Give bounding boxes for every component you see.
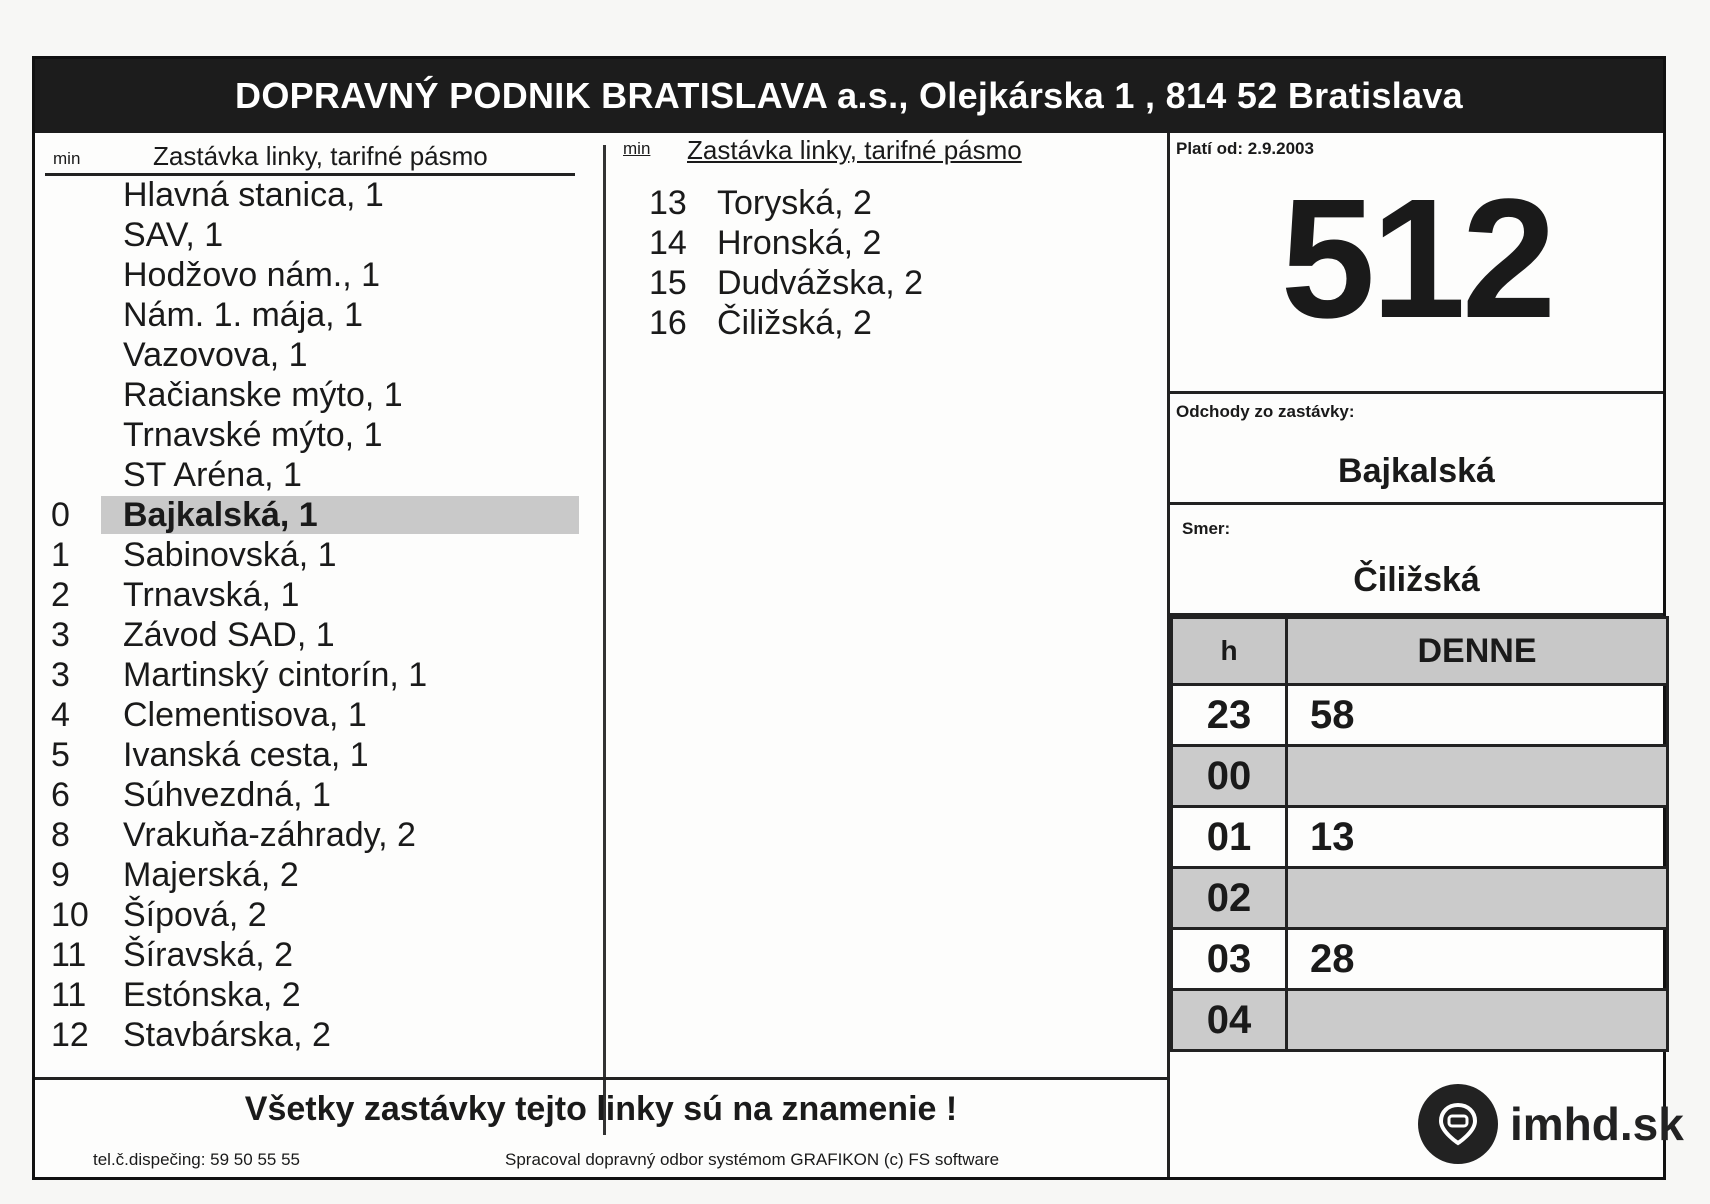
direction-box	[1170, 505, 1663, 616]
table-row	[1172, 868, 1668, 929]
stop-item	[607, 263, 1167, 303]
day-header: DENNE	[1287, 618, 1668, 685]
table-row	[1172, 746, 1668, 807]
min-label: min	[623, 139, 651, 158]
stop-name: Trnavské mýto, 1	[123, 416, 383, 454]
stop-item	[35, 255, 605, 295]
valid-from-label: Platí od: 2.9.2003	[1176, 139, 1314, 158]
stop-name: Estónska, 2	[123, 976, 301, 1014]
stop-item	[35, 295, 605, 335]
stop-name: Nám. 1. mája, 1	[123, 296, 363, 334]
stop-name: Závod SAD, 1	[123, 616, 335, 654]
stop-minutes: 11	[51, 936, 87, 974]
footer	[35, 1077, 1167, 1186]
stop-item	[35, 655, 605, 695]
stop-name: ST Aréna, 1	[123, 456, 302, 494]
stop-minutes: 16	[649, 304, 687, 342]
stop-item	[35, 975, 605, 1015]
column-header	[607, 133, 1167, 173]
stop-minutes: 11	[51, 976, 87, 1014]
stop-name: Hlavná stanica, 1	[123, 176, 384, 214]
hour-cell: 23	[1172, 685, 1287, 746]
stop-name: Vazovova, 1	[123, 336, 308, 374]
stop-minutes: 0	[51, 496, 70, 534]
column-title: Zastávka linky, tarifné pásmo	[153, 141, 488, 171]
dispatch-phone: tel.č.dispečing: 59 50 55 55	[93, 1150, 300, 1169]
stop-name: SAV, 1	[123, 216, 224, 254]
stop-name: Martinský cintorín, 1	[123, 656, 428, 694]
column-header	[35, 133, 605, 173]
hour-cell: 00	[1172, 746, 1287, 807]
hour-cell: 01	[1172, 807, 1287, 868]
stop-minutes: 10	[51, 896, 89, 934]
line-box	[1170, 133, 1663, 394]
departure-table	[1170, 616, 1669, 1052]
stop-name: Sabinovská, 1	[123, 536, 337, 574]
logo-text: imhd.sk	[1510, 1098, 1684, 1150]
hour-header: h	[1172, 618, 1287, 685]
stop-list	[35, 175, 605, 1055]
stop-name: Šípová, 2	[123, 896, 267, 934]
direction-label: Smer:	[1182, 519, 1231, 538]
table-row	[1172, 929, 1668, 990]
stop-minutes: 2	[51, 576, 70, 614]
direction-destination: Čiližská	[1353, 561, 1480, 599]
stop-minutes: 15	[649, 264, 687, 302]
stop-item	[35, 735, 605, 775]
stop-minutes: 3	[51, 656, 70, 694]
stop-name: Račianske mýto, 1	[123, 376, 403, 414]
operator-header	[35, 59, 1663, 133]
table-row	[1172, 807, 1668, 868]
stop-item	[35, 215, 605, 255]
hour-cell: 04	[1172, 990, 1287, 1051]
stop-item	[35, 935, 605, 975]
stop-name: Trnavská, 1	[123, 576, 300, 614]
stop-item	[35, 455, 605, 495]
map-pin-icon	[1418, 1084, 1498, 1164]
operator-title: DOPRAVNÝ PODNIK BRATISLAVA a.s., Olejkárska 1 , 814 52 Bratislava	[235, 75, 1463, 116]
minutes-cell	[1287, 868, 1668, 929]
table-header-row	[1172, 618, 1668, 685]
stop-item	[35, 895, 605, 935]
minutes-cell	[1287, 990, 1668, 1051]
stop-item	[35, 815, 605, 855]
stop-name: Stavbárska, 2	[123, 1016, 331, 1054]
stop-name: Ivanská cesta, 1	[123, 736, 369, 774]
stop-minutes: 13	[649, 184, 687, 222]
stop-name: Toryská, 2	[717, 184, 872, 222]
stop-item	[607, 183, 1167, 223]
stop-item	[35, 775, 605, 815]
stop-item	[607, 303, 1167, 343]
departures-label: Odchody zo zastávky:	[1176, 402, 1355, 421]
stop-item	[35, 375, 605, 415]
departures-box	[1170, 394, 1663, 505]
stops-column-2	[607, 133, 1167, 343]
request-stop-note: Všetky zastávky tejto linky sú na znamenie !	[244, 1090, 958, 1128]
stop-minutes: 1	[51, 536, 70, 574]
minutes-cell	[1287, 746, 1668, 807]
stop-minutes: 14	[649, 224, 687, 262]
stop-name: Dudvážska, 2	[717, 264, 923, 302]
stop-minutes: 6	[51, 776, 70, 814]
stop-name: Súhvezdná, 1	[123, 776, 331, 814]
line-number: 512	[1280, 164, 1553, 354]
stop-name: Clementisova, 1	[123, 696, 367, 734]
minutes-cell: 28	[1287, 929, 1668, 990]
stop-item	[35, 615, 605, 655]
minutes-cell: 13	[1287, 807, 1668, 868]
hour-cell: 02	[1172, 868, 1287, 929]
table-row	[1172, 685, 1668, 746]
stops-column-1	[35, 133, 605, 1055]
stop-item	[35, 695, 605, 735]
table-row	[1172, 990, 1668, 1051]
stop-name: Majerská, 2	[123, 856, 299, 894]
imhd-logo	[1418, 1084, 1684, 1164]
stop-item	[35, 1015, 605, 1055]
timetable-sheet	[32, 56, 1666, 1180]
current-stop	[35, 495, 605, 535]
stop-name: Hronská, 2	[717, 224, 882, 262]
stop-name: Bajkalská, 1	[123, 496, 318, 534]
stop-minutes: 4	[51, 696, 70, 734]
stop-minutes: 12	[51, 1016, 89, 1054]
stop-name: Vrakuňa-záhrady, 2	[123, 816, 416, 854]
stop-item	[35, 175, 605, 215]
stop-list	[607, 183, 1167, 343]
software-credit: Spracoval dopravný odbor systémom GRAFIKON (c) FS software	[505, 1150, 1000, 1169]
stop-name: Čiližská, 2	[717, 304, 872, 342]
stop-name: Šíravská, 2	[123, 936, 294, 974]
stop-minutes: 9	[51, 856, 70, 894]
stop-item	[35, 575, 605, 615]
departure-stop: Bajkalská	[1338, 452, 1495, 490]
stop-item	[607, 223, 1167, 263]
min-label: min	[53, 149, 81, 168]
stop-item	[35, 415, 605, 455]
stop-item	[35, 335, 605, 375]
info-panel	[1170, 133, 1663, 1177]
stop-minutes: 5	[51, 736, 70, 774]
hour-cell: 03	[1172, 929, 1287, 990]
stop-item	[35, 855, 605, 895]
column-title: Zastávka linky, tarifné pásmo	[687, 135, 1022, 165]
stop-minutes: 8	[51, 816, 70, 854]
minutes-cell: 58	[1287, 685, 1668, 746]
stop-name: Hodžovo nám., 1	[123, 256, 381, 294]
stop-minutes: 3	[51, 616, 70, 654]
stop-item	[35, 535, 605, 575]
